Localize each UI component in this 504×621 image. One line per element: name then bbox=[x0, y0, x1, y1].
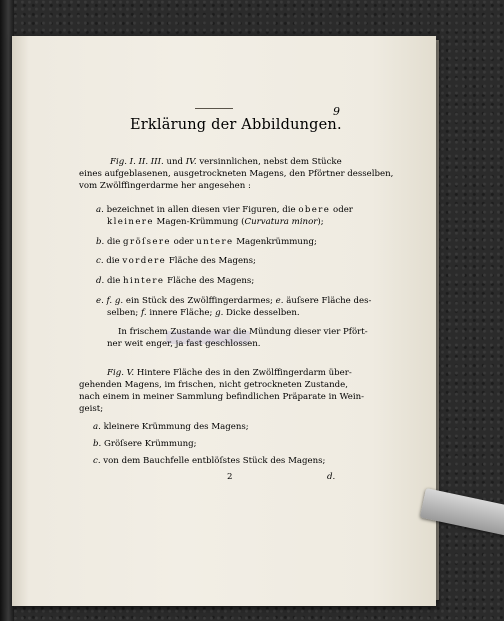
item-a-line-2: kleinere Magen-Krümmung (Curvatura minor); bbox=[107, 217, 324, 227]
header-rule bbox=[195, 108, 233, 109]
fig-v-item-c: c. von dem Bauchfelle entblöſstes Stück des Magens; bbox=[93, 456, 326, 466]
intro-line-3: vom Zwölffingerdarme her angesehen : bbox=[79, 181, 251, 191]
fig-v-line-2: gehenden Magens, im frischen, nicht getrockneten Zustande, bbox=[79, 380, 348, 390]
fig-v-line-4: geist; bbox=[79, 404, 104, 414]
item-c: c. die vordere Fläche des Magens; bbox=[96, 256, 256, 266]
fresh-note-line-1: In frischem Zustande war die Mündung dieser vier Pfört- bbox=[118, 327, 368, 337]
fig-v-item-a: a. kleinere Krümmung des Magens; bbox=[93, 422, 249, 432]
fig-v-item-b: b. Gröſsere Krümmung; bbox=[93, 439, 197, 449]
signature-mark: 2 bbox=[227, 472, 233, 482]
intro-line-2: eines aufgeblasenen, ausgetrockneten Magens, den Pförtner desselben, bbox=[79, 169, 394, 179]
item-b: b. die gröſsere oder untere Magenkrümmung; bbox=[96, 237, 317, 247]
page-title: Erklärung der Abbildungen. bbox=[130, 117, 342, 133]
intro-line-1: Fig. I. II. III. und IV. versinnlichen, nebst dem Stücke bbox=[110, 157, 342, 167]
item-efg-line-1: e. f. g. ein Stück des Zwölffingerdarmes; e. äuſsere Fläche des- bbox=[96, 296, 372, 306]
item-efg-line-2: selben; f. innere Fläche; g. Dicke desselben. bbox=[107, 308, 300, 318]
item-d: d. die hintere Fläche des Magens; bbox=[96, 276, 255, 286]
item-a-line-1: a. bezeichnet in allen diesen vier Figuren, die obere oder bbox=[96, 205, 353, 215]
page-number: 9 bbox=[333, 105, 340, 118]
fig-v-line-3: nach einem in meiner Sammlung befindlichen Präparate in Wein- bbox=[79, 392, 365, 402]
catchword: d. bbox=[327, 472, 336, 482]
fresh-note-line-2: ner weit enger, ja fast geschlossen. bbox=[107, 339, 261, 349]
fig-v-line-1: Fig. V. Hintere Fläche des in den Zwölffingerdarm über- bbox=[107, 368, 352, 378]
